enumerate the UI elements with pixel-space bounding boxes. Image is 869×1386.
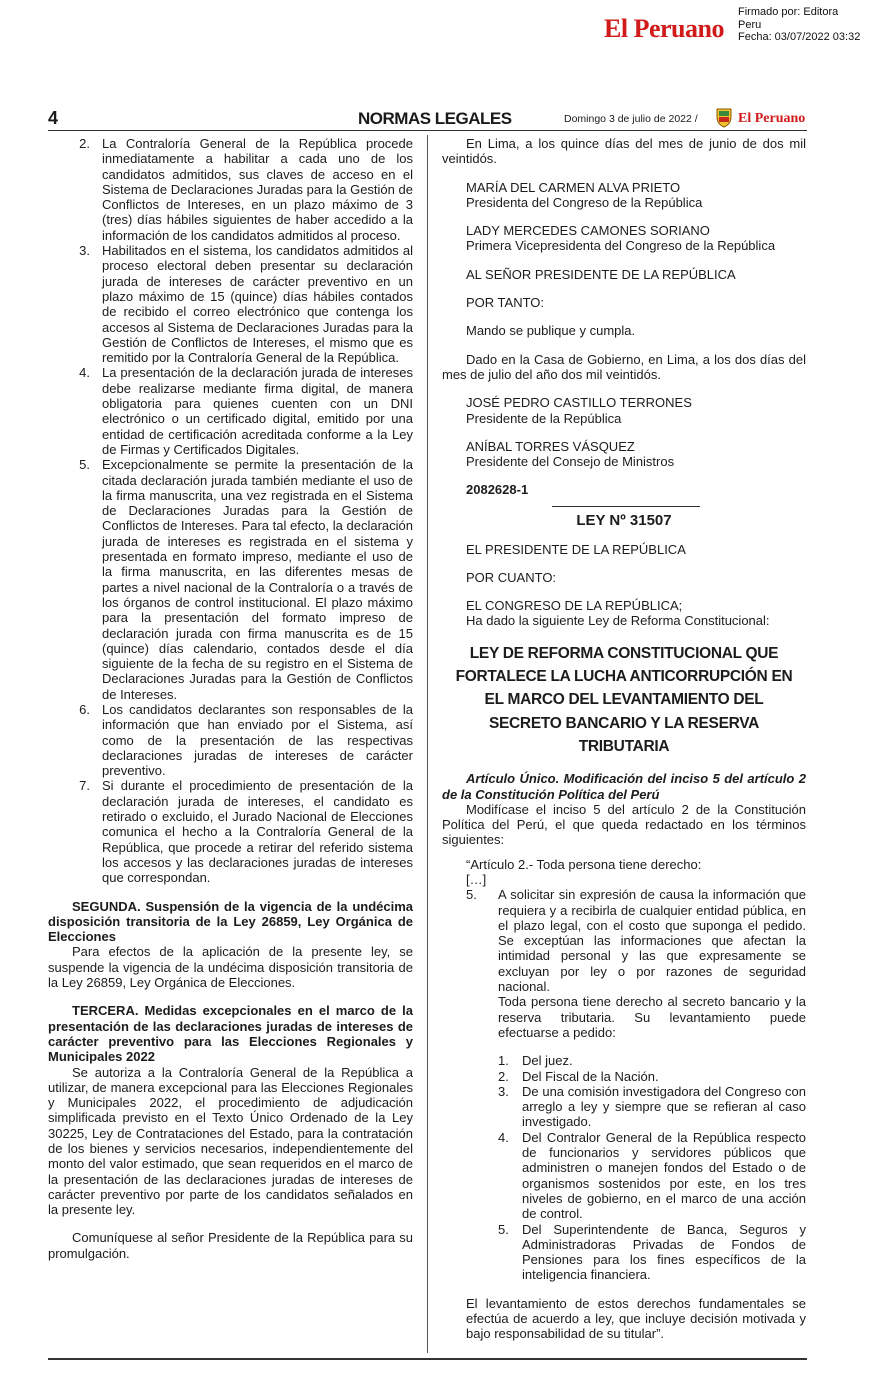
- list-item: [48, 136, 413, 243]
- quote-open: “Artículo 2.- Toda persona tiene derecho:: [466, 856, 702, 872]
- coat-of-arms-icon: [714, 106, 734, 128]
- inciso: [442, 887, 806, 1282]
- sub-item: [498, 1053, 806, 1068]
- sub-item-text: Del Contralor General de la República respecto de funcionarios y servidores públicos que administren o manejen fondos del Estado o de organismos sostenidos por este, en los tres niveles de gobierno, en el marco de una acción de control.: [522, 1129, 806, 1222]
- list-item: [48, 778, 413, 885]
- list-item-text: Excepcionalmente se permite la presentación de la citada declaración jurada también mediante el uso de la firma manuscrita, una vez registrada en el Sistema de Declaraciones Juradas para la Gestión de Conflictos de Intereses. Para tal efecto, la declaración jurada de intereses es registrada en el sistema y presentada en formato impreso, mediante el uso de la firma manuscrita, en las diferentes mesas de partes a nivel nacional de la Contraloría o a través de los órganos de control institucional. El plazo máximo para la presentación del formato impreso de declaración jurada con firma manuscrita es de 15 (quince) días calendario, contados desde el día siguiente de la fecha de su registro en el Sistema de Declaraciones Juradas para la Gestión de Conflictos de Intereses.: [102, 457, 413, 702]
- header-brand: El Peruano: [738, 111, 806, 126]
- sub-item-text: Del juez.: [522, 1053, 573, 1069]
- column-divider: [427, 135, 428, 1353]
- dado-text: Dado en la Casa de Gobierno, en Lima, a los dos días del mes de julio del año dos mil veintidós.: [442, 351, 806, 382]
- inciso-number: 5.: [466, 887, 477, 903]
- sub-item-text: Del Fiscal de la Nación.: [522, 1068, 659, 1084]
- list-item-text: Habilitados en el sistema, los candidatos admitidos al proceso electoral deben presentar su declaración jurada de intereses de carácter preventivo en un plazo máximo de 15 (quince) días hábiles contados de recibido el correo electrónico que contenga los accesos al Sistema de Declaraciones Juradas para la Gestión de Conflictos de Intereses, el mismo que es remitido por la Contraloría General de la República.: [102, 243, 413, 366]
- el-peruano-logo: El Peruano: [604, 14, 724, 43]
- sub-item-number: 4.: [498, 1129, 509, 1145]
- list-item: [48, 457, 413, 702]
- signatory-role: Presidenta del Congreso de la República: [466, 194, 703, 210]
- sub-item-number: 2.: [498, 1068, 509, 1084]
- list-item: [48, 243, 413, 365]
- page-number: 4: [48, 108, 59, 128]
- list-item: [48, 702, 413, 778]
- ha-dado: Ha dado la siguiente Ley de Reforma Constitucional:: [466, 613, 770, 629]
- header-date: Domingo 3 de julio de 2022 /: [564, 113, 698, 125]
- sub-item-number: 3.: [498, 1083, 509, 1099]
- inciso-text: A solicitar sin expresión de causa la información que requiera y a recibirla de cualquier entidad pública, en el plazo legal, con el costo que suponga el pedido. Se exceptúan las informaciones que afectan la intimidad personal y las que expresamente se excluyan por ley o por razones de seguridad nacional.: [498, 887, 806, 995]
- sub-item: [498, 1222, 806, 1283]
- list-item-number: 3.: [79, 243, 90, 259]
- sub-item-number: 5.: [498, 1221, 509, 1237]
- list-item-number: 2.: [79, 136, 90, 151]
- digital-signature-stamp: [738, 6, 860, 44]
- tercera-heading: TERCERA. Medidas excepcionales en el marco de la presentación de las declaraciones juradas de intereses de carácter preventivo para las Elecciones Regionales y Municipales 2022: [48, 1003, 413, 1065]
- divider: [552, 506, 700, 508]
- signatory-role: Presidente de la República: [466, 410, 622, 426]
- list-item-number: 6.: [79, 701, 90, 717]
- list-item-number: 7.: [79, 778, 90, 794]
- list-item-text: La Contraloría General de la República procede inmediatamente a habilitar a cada uno de los candidatos admitidos, sus claves de acceso en el Sistema de Declaraciones Juradas para la Gestión de Conflictos de Intereses, en un plazo máximo de 3 (tres) días hábiles siguientes de haber accedido a la información de los candidatos admitidos al proceso.: [102, 136, 413, 243]
- footer-rule: [48, 1358, 807, 1360]
- inciso-text-2: Toda persona tiene derecho al secreto bancario y la reserva tributaria. Su levantamiento puede efectuarse a pedido:: [498, 994, 806, 1040]
- left-column: [48, 136, 413, 1261]
- segunda-body: Para efectos de la aplicación de la presente ley, se suspende la vigencia de la undécima disposición transitoria de la Ley 26859, Ley Orgánica de Elecciones.: [48, 944, 413, 991]
- sub-item-number: 1.: [498, 1053, 509, 1069]
- page-header: [48, 104, 807, 131]
- stamp-line: Firmado por: Editora: [738, 6, 839, 18]
- tercera-body: Se autoriza a la Contraloría General de la República a utilizar, de manera excepcional para las Elecciones Regionales y Municipales 2022, el procedimiento de adjudicación simplificada previsto en el Texto Único Ordenado de la Ley 30225, Ley de Contrataciones del Estado, para la contratación de los bienes y servicios necesarios, independientemente del monto del valor estimado, que sean requeridos en el marco de la presentación de las declaraciones juradas de intereses de carácter preventivo por parte de los candidatos señalados en la presente ley.: [48, 1064, 413, 1218]
- list-item-number: 4.: [79, 365, 90, 381]
- signatory-name: LADY MERCEDES CAMONES SORIANO: [466, 223, 710, 239]
- mando-text: Mando se publique y cumpla.: [466, 323, 636, 339]
- el-presidente: EL PRESIDENTE DE LA REPÚBLICA: [466, 541, 686, 557]
- el-congreso: EL CONGRESO DE LA REPÚBLICA;: [466, 598, 683, 614]
- stamp-line: Peru: [738, 18, 762, 31]
- signatory-name: MARÍA DEL CARMEN ALVA PRIETO: [466, 179, 681, 195]
- document-code: 2082628-1: [466, 482, 529, 498]
- place-date: En Lima, a los quince días del mes de junio de dos mil veintidós.: [442, 136, 806, 167]
- articulo-heading: Artículo Único. Modificación del inciso 5 del artículo 2 de la Constitución Política del Perú: [442, 771, 806, 802]
- sub-item-text: Del Superintendente de Banca, Seguros y Administradoras Privadas de Fondos de Pensiones para los fines específicos de la inteligencia financiera.: [522, 1221, 806, 1283]
- stamp-line: Fecha: 03/07/2022 03:32: [738, 31, 861, 43]
- articulo-body: Modifícase el inciso 5 del artículo 2 de la Constitución Política del Perú, el que queda redactado en los términos siguientes:: [442, 801, 806, 848]
- ellipsis: […]: [466, 872, 487, 887]
- addressee: AL SEÑOR PRESIDENTE DE LA REPÚBLICA: [466, 266, 736, 282]
- closing-text: Comuníquese al señor Presidente de la República para su promulgación.: [48, 1230, 413, 1261]
- list-item-text: Si durante el procedimiento de presentación de la declaración jurada de intereses, el candidato es retirado o excluido, el Jurado Nacional de Elecciones comunica el hecho a la Contraloría General de la República, que procede a retirar del referido sistema los accesos y las declaraciones juradas de intereses que correspondan.: [102, 778, 413, 886]
- list-item-text: Los candidatos declarantes son responsables de la información que han enviado por el Sistema, así como de la presentación de las respectivas declaraciones juradas de intereses de carácter preventivo.: [102, 701, 413, 779]
- por-tanto: POR TANTO:: [466, 295, 545, 311]
- signatory-name: JOSÉ PEDRO CASTILLO TERRONES: [466, 395, 692, 411]
- sub-item-text: De una comisión investigadora del Congreso con arreglo a ley y siempre que se refieran al caso investigado.: [522, 1083, 806, 1130]
- sub-item: [498, 1130, 806, 1222]
- law-title: LEY DE REFORMA CONSTITUCIONAL QUE FORTALECE LA LUCHA ANTICORRUPCIÓN EN EL MARCO DEL LEVANTAMIENTO DEL SECRETO BANCARIO Y LA RESERVA TRIBUTARIA: [455, 644, 793, 755]
- sub-item: [498, 1084, 806, 1130]
- signatory-role: Primera Vicepresidenta del Congreso de la República: [466, 238, 776, 254]
- section-title: NORMAS LEGALES: [358, 109, 512, 128]
- list-item-text: La presentación de la declaración jurada de intereses debe realizarse mediante firma digital, de manera obligatoria para quienes cuenten con un DNI electrónico o un certificado digital, emitido por una entidad de certificación acreditada conforme a la Ley de Firmas y Certificados Digitales.: [102, 365, 413, 457]
- list-item: [48, 365, 413, 457]
- list-item-number: 5.: [79, 457, 90, 473]
- por-cuanto: POR CUANTO:: [466, 569, 557, 585]
- law-number: LEY Nº 31507: [576, 512, 672, 530]
- sub-item: [498, 1069, 806, 1084]
- right-column: [442, 136, 806, 1342]
- signatory-name: ANÍBAL TORRES VÁSQUEZ: [466, 438, 635, 454]
- signatory-role: Presidente del Consejo de Ministros: [466, 454, 675, 470]
- segunda-heading: SEGUNDA. Suspensión de la vigencia de la undécima disposición transitoria de la Ley 26859, Ley Orgánica de Elecciones: [48, 898, 413, 945]
- closing-paragraph: El levantamiento de estos derechos fundamentales se efectúa de acuerdo a ley, que incluye decisión motivada y bajo responsabilidad de su titular”.: [466, 1295, 806, 1342]
